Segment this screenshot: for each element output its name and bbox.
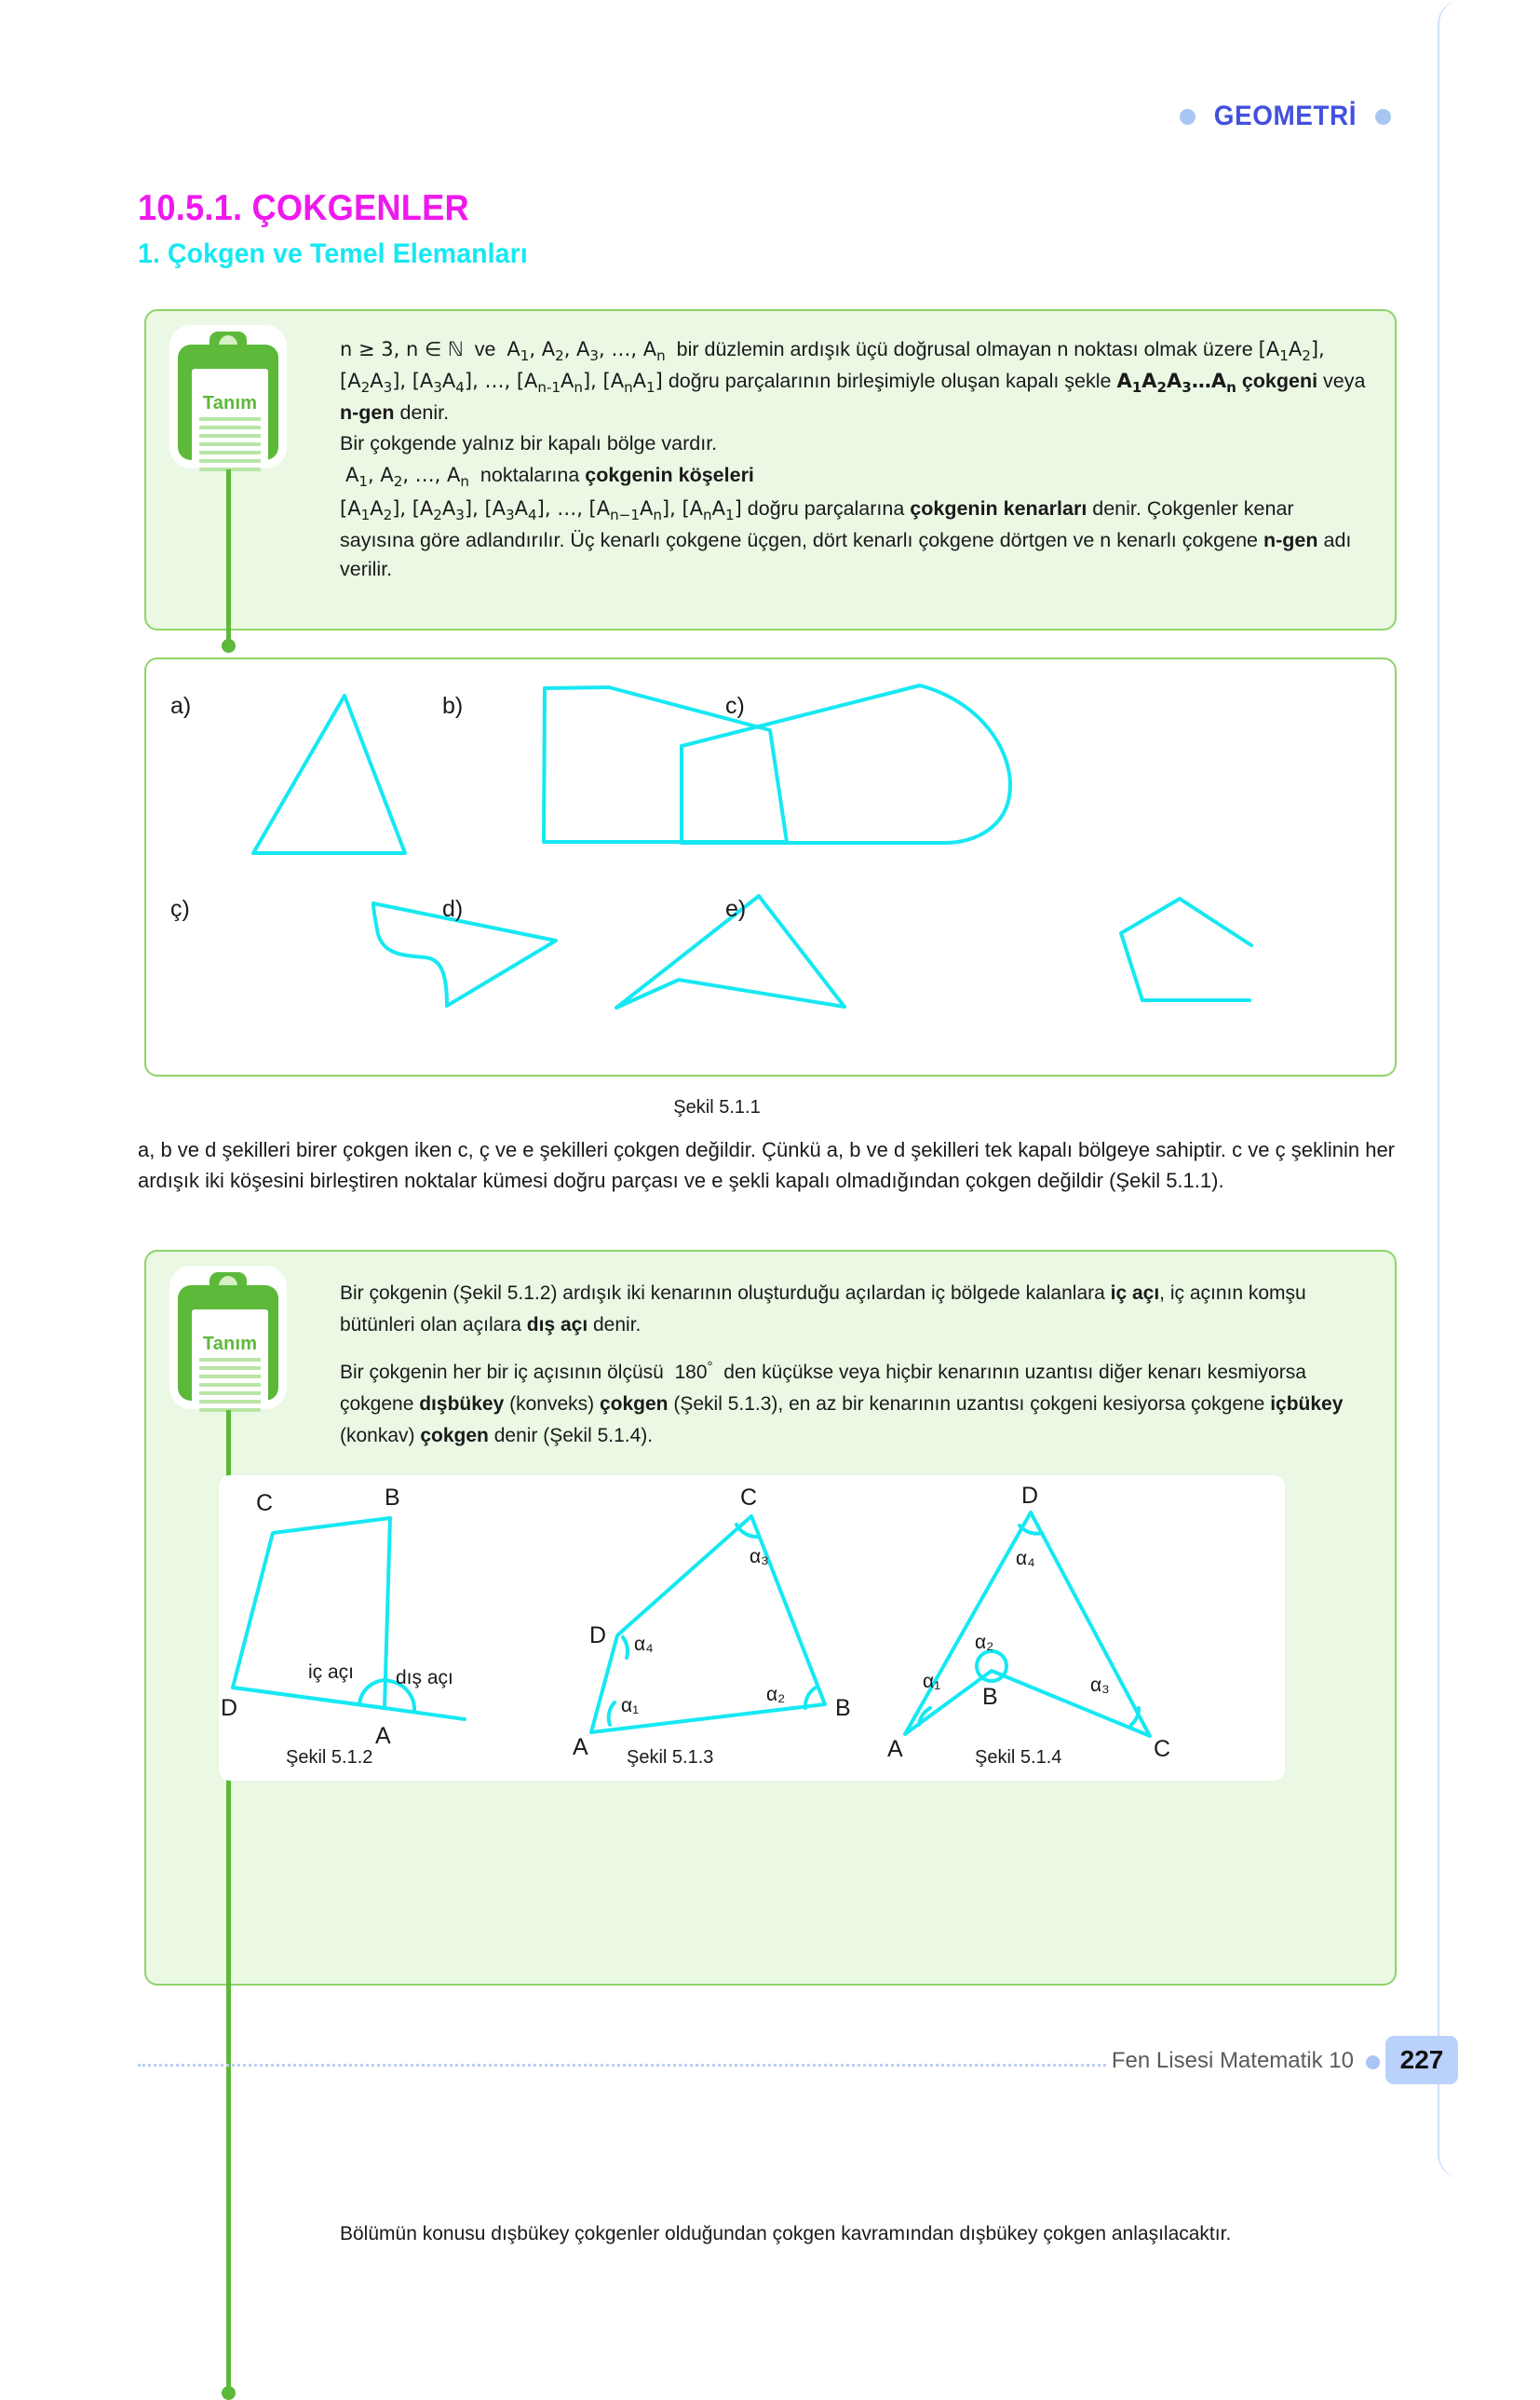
definition-stem-dot-1 [222, 639, 236, 653]
fig514-angle-a3: α₃ [1090, 1675, 1110, 1696]
figure-label-b: b) [442, 693, 464, 719]
fig513-arc-a4 [623, 1637, 628, 1658]
clipboard-icon [176, 332, 280, 462]
header-dot-right-icon [1375, 109, 1391, 125]
fig514-angle-a2: α₂ [975, 1632, 994, 1653]
fig512-caption: Şekil 5.1.2 [286, 1747, 373, 1768]
figure-label-d: d) [442, 896, 464, 922]
figure-caption-511: Şekil 5.1.1 [673, 1097, 761, 1118]
header-dot-left-icon [1180, 109, 1196, 125]
definition-box-1 [144, 309, 1397, 631]
tanim-label-1: Tanım [202, 393, 258, 414]
fig513-angle-a4: α₄ [634, 1634, 654, 1655]
footer-divider [138, 2064, 1106, 2067]
tanim-badge-2 [176, 1272, 299, 1403]
fig512-label-C: C [256, 1490, 274, 1516]
figure-label-c-cedilla: ç) [170, 896, 190, 922]
page-title: 10.5.1. ÇOKGENLER [138, 188, 469, 228]
figures-angles-svg [219, 1475, 1285, 1781]
figure-box-511 [144, 658, 1397, 1077]
clipboard-paper-icon [192, 369, 268, 464]
fig514-caption: Şekil 5.1.4 [975, 1747, 1062, 1768]
fig514-label-D: D [1021, 1483, 1039, 1509]
shape-b-pentagon [544, 687, 787, 842]
tanim-badge-1 [176, 332, 299, 462]
clipboard-body-icon [178, 345, 278, 460]
tanim-label-2: Tanım [202, 1334, 258, 1354]
definition-2-para-1: Bir çokgenin (Şekil 5.1.2) ardışık iki kenarının oluşturduğu açılardan iç bölgede kalanlara iç açı, iç açının komşu bütünleri olan açılara dış açı denir. [340, 1282, 1306, 1336]
fig513-angle-a2: α₂ [766, 1684, 786, 1705]
fig514-label-A: A [887, 1736, 903, 1762]
clipboard-paper-icon-2 [192, 1309, 268, 1404]
definition-1-para-3: $A_1$, $A_2$, …, $A_n$ noktalarına çokgenin köşeleri [344, 463, 754, 490]
fig513-arc-a1 [609, 1702, 615, 1725]
definition-stem-dot-2 [222, 2386, 236, 2400]
fig513-label-D: D [589, 1622, 607, 1648]
clipboard-lines-icon [199, 417, 261, 476]
definition-1-text [340, 335, 1373, 586]
fig512-ray-extension [385, 1708, 465, 1719]
fig514-arc-a2-reflex [977, 1651, 1006, 1681]
fig514-angle-a4: α₄ [1016, 1548, 1035, 1569]
page-number-badge: 227 [1385, 2036, 1458, 2084]
clipboard-icon-2 [176, 1272, 280, 1403]
figure-panel-angles [219, 1475, 1285, 1781]
fig513-label-A: A [573, 1734, 588, 1760]
fig513-label-B: B [835, 1695, 851, 1721]
header-subject-title: GEOMETRİ [1213, 101, 1358, 131]
definition-1-para-4: $[A_1A_2]$, $[A_2A_3]$, $[A_3A_4]$, …, $[A_{n-1}A_n]$, $[A_nA_1]$ doğru parçalarına çokgenin kenarları denir. Çokgenler kenar sayısına göre adlandırılır. Üç kenarlı çokgene üçgen, dört kenarlı çokgene dörtgen ve n kenarlı çokgene n-gen adı verilir. [340, 496, 1352, 580]
clipboard-body-icon-2 [178, 1285, 278, 1401]
shape-e-open-pentagon [1121, 899, 1251, 1000]
fig514-angle-a1: α₁ [923, 1671, 941, 1692]
body-paragraph: a, b ve d şekilleri birer çokgen iken c, ç ve e şekilleri çokgen değildir. Çünkü a, b ve d şekilleri tek kapalı bölgeye sahiptir. c ve ç şeklinin her ardışık iki köşesini birleştiren noktalar kümesi doğru parçası ve e şekli kapalı olmadığından çokgen değildir (Şekil 5.1.1). [138, 1138, 1396, 1193]
fig512-label-A: A [375, 1723, 391, 1749]
fig512-ic-aci-label: iç açı [308, 1661, 355, 1683]
figures-511-svg [146, 659, 1395, 1075]
figure-label-a: a) [170, 693, 192, 719]
fig513-caption: Şekil 5.1.3 [627, 1747, 714, 1768]
definition-2-para-2: Bir çokgenin her bir iç açısının ölçüsü 180° den küçükse veya hiçbir kenarının uzantısı diğer kenarı kesmiyorsa çokgene dışbükey (konveks) çokgen (Şekil 5.1.3), en az bir kenarının uzantısı çokgeni kesiyorsa çokgene içbükey (konkav) çokgen denir (Şekil 5.1.4). [340, 1359, 1344, 1447]
page-edge-strip [1438, 0, 1540, 2178]
page-subtitle: 1. Çokgen ve Temel Elemanları [138, 238, 528, 269]
fig513-angle-a1: α₁ [621, 1695, 640, 1716]
definition-1-para-1: n ≥ 3, n ∈ ℕ ve $A_1$, $A_2$, $A_3$, …, $A_n$ bir düzlemin ardışık üçü doğrusal olmayan n noktası olmak üzere $[A_1A_2]$, $[A_2A_3]$, $[A_3A_4]$, …, $[A_{n-1}A_n]$, $[A_nA_1]$ doğru parçalarının birleşimiyle oluşan kapalı şekle $A_1A_2A_3\dots A_n$ çokgeni veya n-gen denir. [340, 338, 1366, 425]
shape-c-cedilla-scurve [373, 903, 556, 1006]
fig514-label-C: C [1154, 1736, 1171, 1762]
fig514-label-B: B [982, 1684, 998, 1710]
footer-book-title: Fen Lisesi Matematik 10 [1111, 2048, 1354, 2073]
fig513-angle-a3: α₃ [750, 1546, 769, 1567]
fig514-quad [905, 1512, 1150, 1736]
footer-dot-icon [1366, 2055, 1380, 2069]
definition-2-tail: Bölümün konusu dışbükey çokgenler olduğundan çokgen kavramından dışbükey çokgen anlaşılacaktır. [340, 2223, 1232, 2244]
fig512-dis-aci-label: dış açı [396, 1667, 453, 1688]
clipboard-lines-icon-2 [199, 1358, 261, 1417]
fig512-label-B: B [385, 1485, 400, 1511]
figure-label-c: c) [725, 693, 745, 719]
definition-2-text [340, 1278, 1369, 1467]
fig513-label-C: C [740, 1485, 758, 1511]
shape-a-triangle [253, 696, 405, 853]
figure-label-e: e) [725, 896, 747, 922]
definition-stem-1 [226, 469, 231, 642]
page-header [1180, 101, 1391, 132]
fig512-label-D: D [221, 1695, 238, 1721]
definition-1-para-2: Bir çokgende yalnız bir kapalı bölge vardır. [340, 432, 718, 455]
